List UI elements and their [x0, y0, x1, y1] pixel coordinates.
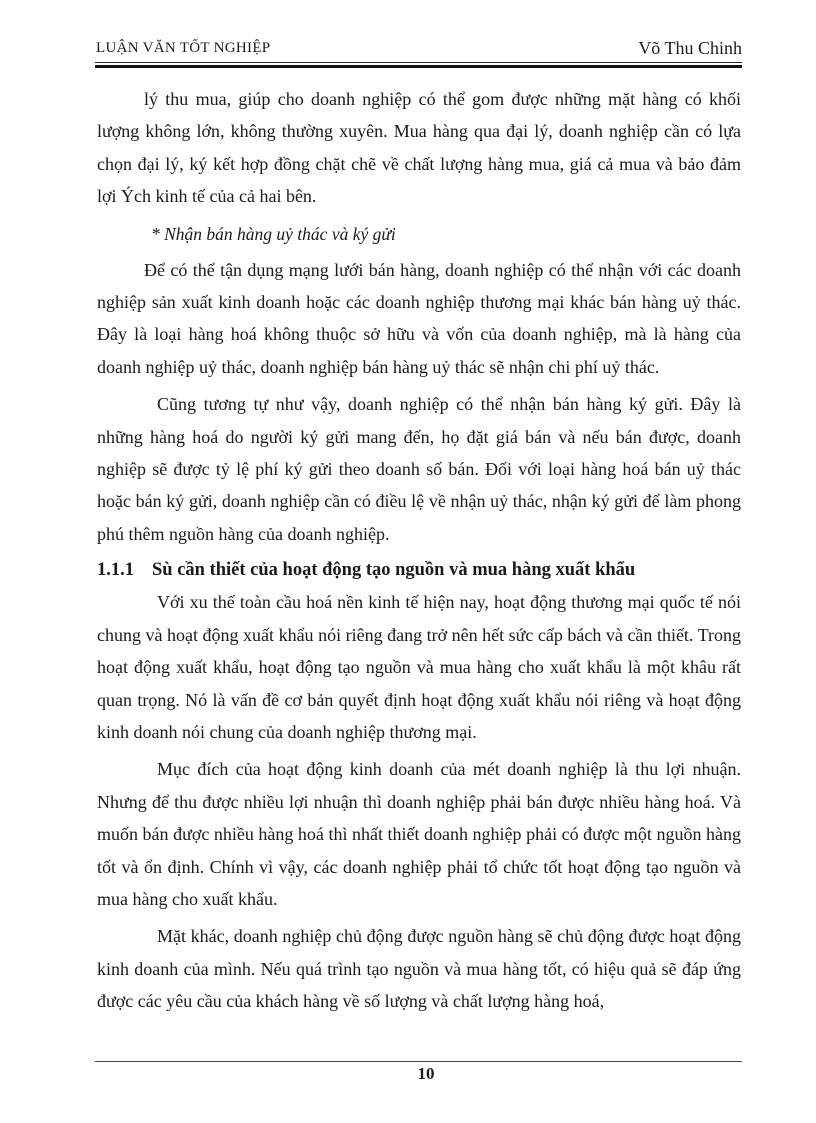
header-rule-thin [95, 62, 742, 63]
paragraph-deposit-sales: Cũng tương tự như vậy, doanh nghiệp có thể nhận bán hàng ký gửi. Đây là những hàng hoá do người ký gửi mang đến, họ đặt giá bán và nếu bán được, doanh nghiệp sẽ được tỷ lệ phí ký gửi theo doanh số bán. Đối với loại hàng hoá bán uỷ thác hoặc bán ký gửi, doanh nghiệp cần có điều lệ về nhận uỷ thác, nhận ký gửi để làm phong phú thêm nguồn hàng của doanh nghiệp. [97, 394, 741, 544]
page-body [97, 83, 741, 1018]
header-rule-thick [95, 65, 742, 68]
paragraph-business-purpose: Mục đích của hoạt động kinh doanh của mét doanh nghiệp là thu lợi nhuận. Nhưng để thu được nhiều lợi nhuận thì doanh nghiệp phải bán được nhiều hàng hoá. Và muốn bán được nhiều hàng hoá thì nhất thiết doanh nghiệp phải có được một nguồn hàng tốt và ổn định. Chính vì vậy, các doanh nghiệp phải tổ chức tốt hoạt động tạo nguồn và mua hàng cho xuất khẩu. [97, 759, 741, 909]
page-header [95, 36, 742, 60]
section-heading [97, 554, 741, 586]
section-number: 1.1.1 [97, 560, 134, 581]
paragraph-consignment-sales: Để có thể tận dụng mạng lưới bán hàng, doanh nghiệp có thể nhận với các doanh nghiệp sản xuất kinh doanh hoặc các doanh nghiệp thương mại khác bán hàng uỷ thác. Đây là loại hàng hoá không thuộc sở hữu và vốn của doanh nghiệp, mà là hàng của doanh nghiệp uỷ thác, doanh nghiệp bán hàng uỷ thác sẽ nhận chi phí uỷ thác. [97, 259, 741, 377]
header-thesis-title: LUẬN VĂN TỐT NGHIỆP [96, 40, 271, 56]
footer-rule [95, 1061, 742, 1062]
paragraph-agency-purchase: lý thu mua, giúp cho doanh nghiệp có thể gom được những mặt hàng có khối lượng không lớn, không thường xuyên. Mua hàng qua đại lý, doanh nghiệp cần có lựa chọn đại lý, ký kết hợp đồng chặt chẽ về chất lượng hàng mua, giá cả mua và bảo đảm lợi Ých kinh tế của cả hai bên. [97, 89, 741, 207]
paragraph-proactive-supply: Mặt khác, doanh nghiệp chủ động được nguồn hàng sẽ chủ động được hoạt động kinh doanh của mình. Nếu quá trình tạo nguồn và mua hàng tốt, có hiệu quả sẽ đáp ứng được các yêu cầu của khách hàng về số lượng và chất lượng hàng hoá, [97, 926, 741, 1012]
paragraph-globalization: Với xu thế toàn cầu hoá nền kinh tế hiện nay, hoạt động thương mại quốc tế nói chung và hoạt động xuất khẩu nói riêng đang trở nên hết sức cấp bách và cần thiết. Trong hoạt động xuất khẩu, hoạt động tạo nguồn và mua hàng cho xuất khẩu là một khâu rất quan trọng. Nó là vấn đề cơ bản quyết định hoạt động xuất khẩu nói riêng và hoạt động kinh doanh nói chung của doanh nghiệp thương mại. [97, 592, 741, 742]
subheading-consignment: * Nhận bán hàng uỷ thác và ký gửi [151, 223, 396, 244]
header-author-name: Võ Thu Chinh [638, 38, 742, 58]
section-title: Sù cần thiết của hoạt động tạo nguồn và mua hàng xuất khẩu [152, 560, 636, 581]
page-number: 10 [417, 1064, 435, 1083]
